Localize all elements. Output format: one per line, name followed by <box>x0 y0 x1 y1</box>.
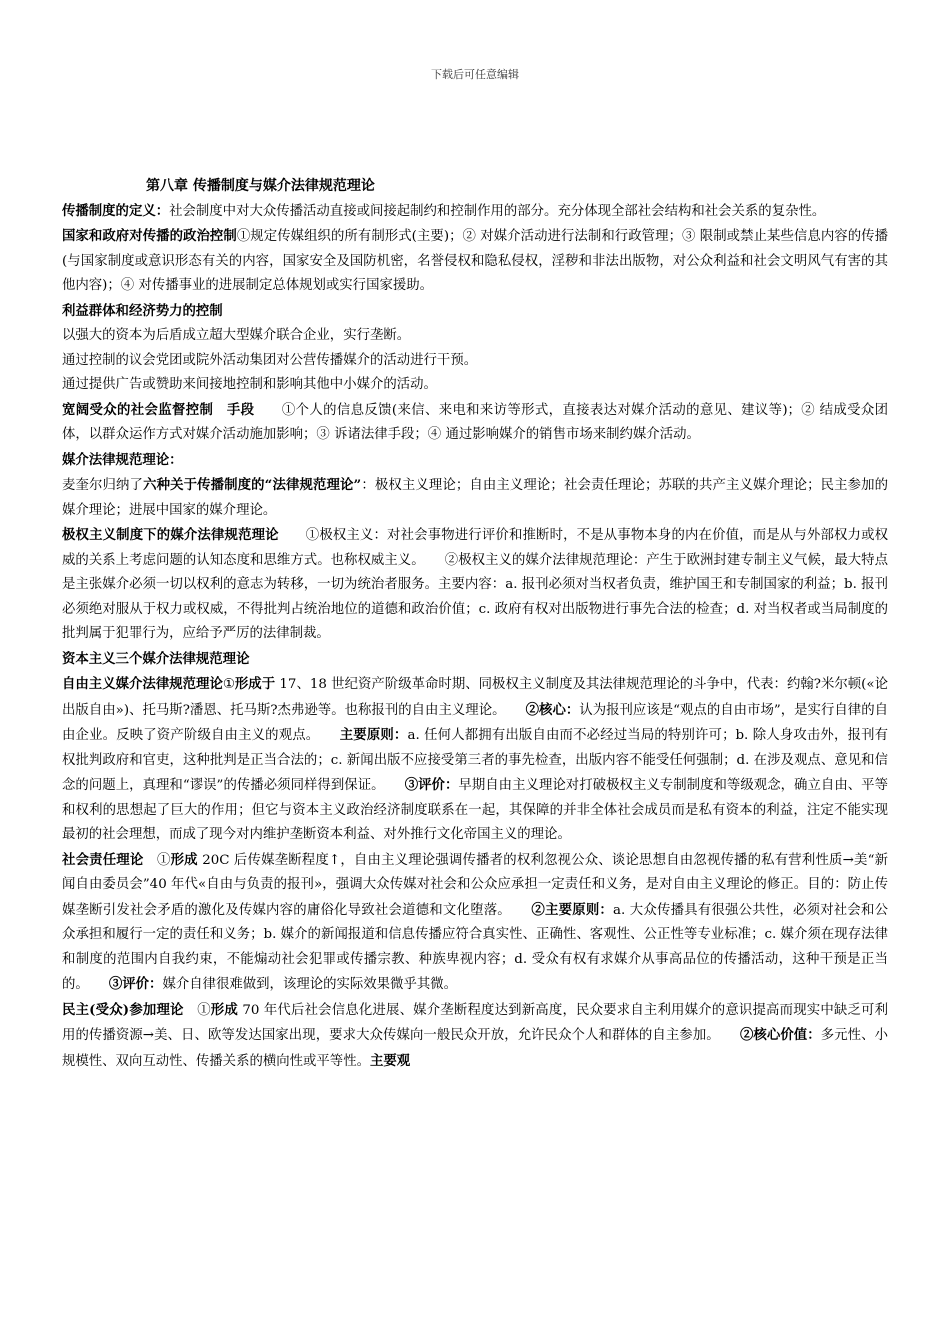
body-text: 以强大的资本为后盾成立超大型媒介联合企业，实行垄断。 <box>62 328 411 343</box>
body-text: ：极权主义理论；自由主义理论；社会责任理论；苏联的共产主义媒介理论；民主参加的媒介理论；进展中国家的媒介理论。 <box>62 478 889 518</box>
bold-text: 形成于 <box>234 676 276 692</box>
paragraph-interest-1 <box>62 324 888 349</box>
paragraph-interest-groups-heading <box>62 299 888 325</box>
bold-text: 宽阔受众的社会监督控制 手段 <box>62 401 255 418</box>
paragraph-mcquail <box>62 473 888 523</box>
body-text: 多元性、小规模性、双向互动性、传播关系的横向性或平等性。 <box>62 1028 889 1069</box>
body-text: 媒介自律很难做到，该理论的实际效果微乎其微。 <box>162 977 458 992</box>
bold-text: 极权主义制度下的媒介法律规范理论 <box>62 527 279 543</box>
body-text: a. 大众传播具有很强公共性，必须对社会和公众承担和履行一定的责任和义务；b. 媒介的新闻报道和信息传播应符合真实性、正确性、客观性、公正性等专业标准；c. 媒介须在现存法律和制度的范围内自我约束，不能煽动社会犯罪或传播宗教、种族卑视内容；d. 受众有权有求媒介从事高品位的传播活动，这种干预是正当的。 <box>62 902 889 992</box>
bold-text: 六种关于传播制度的“法律规范理论” <box>143 477 362 493</box>
paragraph-interest-3 <box>62 373 888 398</box>
bold-text: 形成 <box>210 1001 238 1018</box>
document-body <box>62 174 888 1074</box>
bold-text: ②主要原则： <box>531 901 614 918</box>
paragraph-democratic-participant <box>62 998 888 1075</box>
body-text: 20C 后传媒垄断程度↑，自由主义理论强调传播者的权利忽视公众、谈论思想自由忽视传播的私有营利性质→美“新闻自由委员会”40 年代«自由与负责的报刊»，强调大众传媒对社会和公众应承担一定责任和义务，是对自由主义理论的修正。目的：防止传媒垄断引发社会矛盾的激化及传媒内容的庸俗化导致社会道德和文化堕落。 <box>62 852 889 918</box>
paragraph-audience-supervision <box>62 398 888 448</box>
bold-text: ②核心： <box>525 701 580 718</box>
body-text: 麦奎尔归纳了 <box>62 478 144 493</box>
body-text: 70 年代后社会信息化进展、媒介垄断程度达到新高度，民众要求自主利用媒介的意识提高而现实中缺乏可利用的传播资源→美、日、欧等发达国家出现，要求大众传媒向一般民众开放，允许民众个人和群体的自主参加。 <box>62 1002 889 1043</box>
chapter-title: 第八章 传播制度与媒介法律规范理论 <box>146 178 375 194</box>
page-header: 下载后可任意编辑 <box>431 68 519 81</box>
bold-text: 资本主义三个媒介法律规范理论 <box>62 650 250 667</box>
paragraph-definition <box>62 199 888 225</box>
bold-text: 形成 <box>170 851 198 868</box>
body-text: a. 任何人都拥有出版自由而不必经过当局的特别许可；b. 除人身攻击外，报刊有权批判政府和官吏，这种批判是正当合法的；c. 新闻出版不应接受第三者的事先检查，出版内容不能受任何强制；d. 在涉及观点、意见和信念的问题上，真理和“谬误”的传播必须同样得到保证。 <box>62 728 888 793</box>
body-text: ①规定传媒组织的所有制形式(主要)；② 对媒介活动进行法制和行政管理；③ 限制或禁止某些信息内容的传播(与国家制度或意识形态有关的内容，国家安全及国防机密，名誉侵权和隐私侵权，淫秽和非法出版物，对公众利益和社会文明风气有害的其他内容)；④ 对传播事业的进展制定总体规划或实行国家援助。 <box>62 229 889 293</box>
bold-text: ③评价： <box>404 777 459 793</box>
body-text: ① <box>222 677 235 692</box>
bold-text: 主要观 <box>369 1052 411 1069</box>
paragraph-social-responsibility <box>62 848 888 998</box>
body-text: 通过提供广告或赞助来间接地控制和影响其他中小媒介的活动。 <box>62 377 437 392</box>
paragraph-political-control <box>62 224 888 299</box>
body-text: ① <box>143 852 171 868</box>
body-text: ①个人的信息反馈(来信、来电和来访等形式，直接表达对媒介活动的意见、建议等)；② 结成受众团体，以群众运作方式对媒介活动施加影响；③ 诉诸法律手段；④ 通过影响媒介的销售市场来制约媒介活动。 <box>62 402 889 442</box>
bold-text: ②核心价值： <box>739 1027 821 1043</box>
body-text: 通过控制的议会党团或院外活动集团对公营传播媒介的活动进行干预。 <box>62 352 478 368</box>
bold-text: 主要原则： <box>339 727 408 743</box>
bold-text: 民主(受众)参加理论 <box>62 1001 184 1018</box>
body-text: ① <box>183 1002 211 1018</box>
bold-text: 媒介法律规范理论： <box>62 451 183 468</box>
body-text: 认为报刊应该是“观点的自由市场”，是实行自律的自由企业。反映了资产阶级自由主义的观点。 <box>62 702 888 743</box>
bold-text: 国家和政府对传播的政治控制 <box>62 228 237 244</box>
bold-text: 自由主义媒介法律规范理论 <box>62 676 223 692</box>
body-text: 社会制度中对大众传播活动直接或间接起制约和控制作用的部分。充分体现全部社会结构和社会关系的复杂性。 <box>169 203 826 219</box>
body-text: 17、18 世纪资产阶级革命时期、同极权主义制度及其法律规范理论的斗争中，代表：约翰?米尔顿(«论出版自由»)、托马斯?潘恩、托马斯?杰弗逊等。也称报刊的自由主义理论。 <box>62 677 889 718</box>
paragraph-authoritarian <box>62 523 888 647</box>
paragraph-capitalist-heading <box>62 647 888 673</box>
paragraph-legal-theory-heading <box>62 448 888 474</box>
paragraph-libertarian <box>62 672 888 848</box>
bold-text: 利益群体和经济势力的控制 <box>62 302 223 319</box>
paragraph-container <box>62 199 888 1075</box>
body-text: 早期自由主义理论对打破极权主义专制制度和等级观念，确立自由、平等和权利的思想起了巨大的作用；但它与资本主义政治经济制度联系在一起，其保障的并非全体社会成员而是私有资本的利益，注定不能实现最初的社会理想，而成了现今对内维护垄断资本利益、对外推行文化帝国主义的理论。 <box>62 778 888 842</box>
body-text: ①极权主义：对社会事物进行评价和推断时，不是从事物本身的内在价值，而是从与外部权力或权威的关系上考虑问题的认知态度和思维方式。也称权威主义。 ②极权主义的媒介法律规范理论：产生于欧洲封建专制主义气候，最大特点是主张媒介必须一切以权利的意志为转移，一切为统治者服务。主要内容：a. 报刊必须对当权者负责，维护国王和专制国家的利益；b. 报刊必须绝对服从于权力或权威，不得批判占统治地位的道德和政治价值；c. 政府有权对出版物进行事先合法的检查；d. 对当权者或当局制度的批判属于犯罪行为，应给予严厉的法律制裁。 <box>62 528 889 641</box>
paragraph-interest-2 <box>62 349 888 374</box>
bold-text: ③评价： <box>108 976 163 992</box>
bold-text: 社会责任理论 <box>62 851 144 868</box>
bold-text: 传播制度的定义： <box>62 202 170 219</box>
